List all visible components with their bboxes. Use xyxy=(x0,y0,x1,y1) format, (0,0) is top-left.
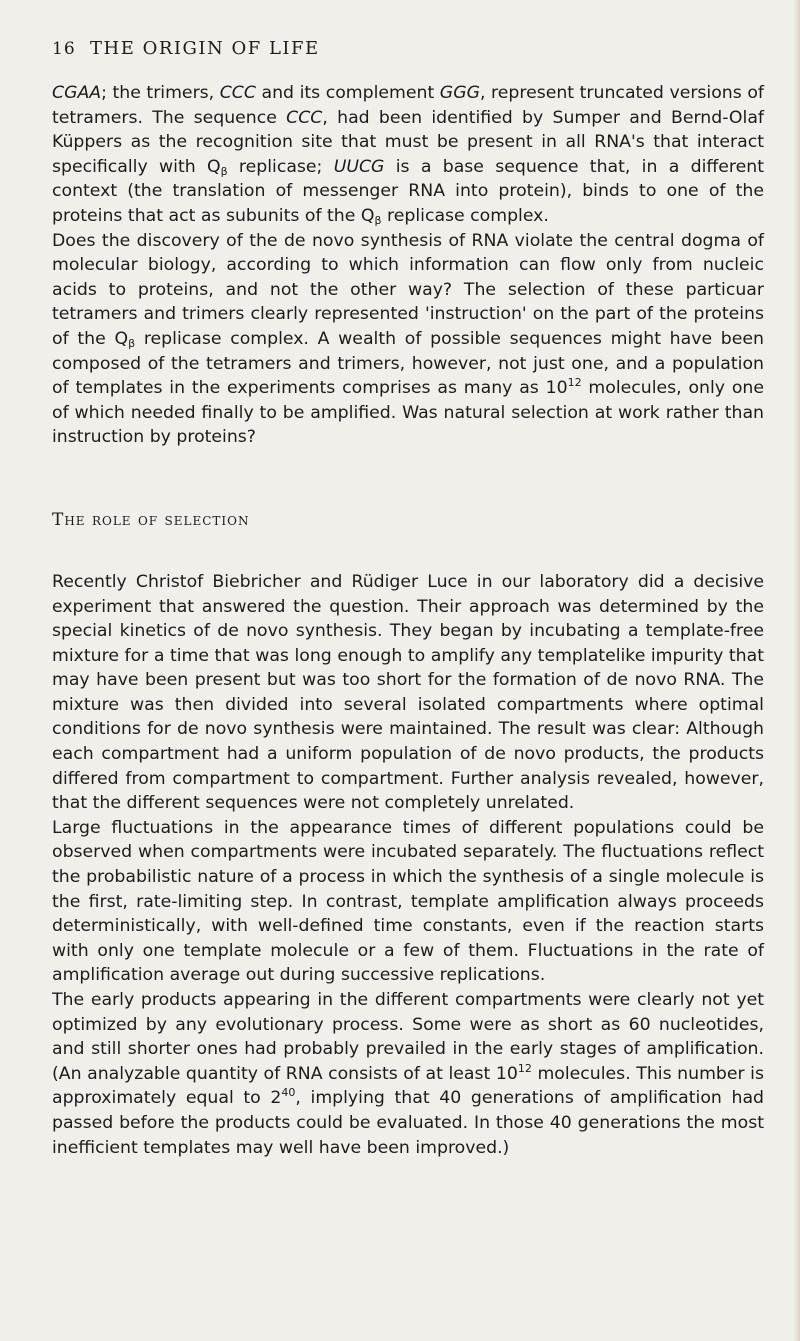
body-text-bottom xyxy=(52,570,764,1160)
text-run: 12 xyxy=(517,1061,532,1075)
text-run: replicase complex. A wealth of possible sequences might have been composed of the tetramers and trimers, however, not just one, and a population of templates in the experiments comprises as many as 10 xyxy=(52,328,764,399)
paragraph-p3 xyxy=(52,570,764,816)
text-run: Large fluctuations in the appearance times of different populations could be observed when compartments were incubated separately. The fluctuations reflect the probabilistic nature of a process in which the synthesis of a single molecule is the first, rate-limiting step. In contrast, template amplification always proceeds deterministically, with well-defined time constants, even if the reaction starts with only one template molecule or a few of them. Fluctuations in the rate of amplification average out during successive replications. xyxy=(52,817,764,986)
text-run: molecules, only one of which needed finally to be amplified. Was natural selection at work rather than instruction by proteins? xyxy=(52,378,764,448)
text-run: is a base sequence that, in a different context (the translation of messenger RNA into protein), binds to one of the proteins that act as subunits of the Q xyxy=(52,156,765,226)
text-run: , had been identified by Sumper and Bernd-Olaf Küppers as the recognition site that must be present in all RNA's that interact specifically with Q xyxy=(52,107,764,177)
text-run: , implying that 40 generations of amplification had passed before the products could be evaluated. In those 40 generations the most inefficient templates may well have been improved.) xyxy=(52,1088,765,1158)
text-run: CGAA xyxy=(52,83,102,103)
text-run: ; the trimers, xyxy=(101,83,220,103)
book-page xyxy=(52,38,764,1160)
text-run: CCC xyxy=(219,83,256,103)
page-edge-shadow xyxy=(794,0,800,1341)
text-run: β xyxy=(220,164,228,178)
text-run: The early products appearing in the different compartments were clearly not yet optimized by any evolutionary process. Some were as short as 60 nucleotides, and still shorter ones had probably prevailed in the early stages of amplification. (An analyzable quantity of RNA consists of at least 10 xyxy=(52,990,764,1084)
text-run: 12 xyxy=(567,376,582,390)
text-run: 40 xyxy=(281,1086,296,1100)
text-run: replicase complex. xyxy=(381,205,549,226)
running-head xyxy=(52,38,764,59)
text-run: UUCG xyxy=(333,156,385,177)
text-run: CCC xyxy=(286,107,323,128)
text-run: , represent truncated versions of tetramers. The sequence xyxy=(52,83,764,128)
text-run: and its complement xyxy=(255,83,440,103)
paragraph-p5 xyxy=(52,988,764,1160)
text-run: Does the discovery of the de novo synthesis of RNA violate the central dogma of molecular biology, according to which information can flow only from nucleic acids to proteins, and not the other way? The selection of these particuar tetramers and trimers clearly represented 'instruction' on the part of the proteins of the Q xyxy=(52,230,764,349)
paragraph-p2 xyxy=(52,229,764,450)
text-run: GGG xyxy=(439,83,480,103)
body-text-top xyxy=(52,81,764,450)
page-number: 16 xyxy=(52,39,76,59)
text-run: β xyxy=(128,336,136,350)
section-heading: The role of selection xyxy=(52,509,250,530)
text-run: replicase; xyxy=(227,156,334,177)
text-run: molecules. This number is approximately equal to 2 xyxy=(52,1063,764,1109)
text-run: Recently Christof Biebricher and Rüdiger Luce in our laboratory did a decisive experiment that answered the question. Their approach was determined by the special kinetics of de novo synthesis. They began by incubating a template-free mixture for a time that was long enough to amplify any templatelike impurity that may have been present but was too short for the formation of de novo RNA. The mixture was then divided into several isolated compartments where optimal conditions for de novo synthesis were maintained. The result was clear: Although each compartment had a uniform population of de novo products, the products differed from compartment to compartment. Further analysis revealed, however, that the different sequences were not completely unrelated. xyxy=(52,571,764,814)
paragraph-p1 xyxy=(52,81,764,229)
text-run: β xyxy=(374,213,382,227)
paragraph-p4 xyxy=(52,816,764,988)
chapter-title: THE ORIGIN OF LIFE xyxy=(90,38,320,59)
